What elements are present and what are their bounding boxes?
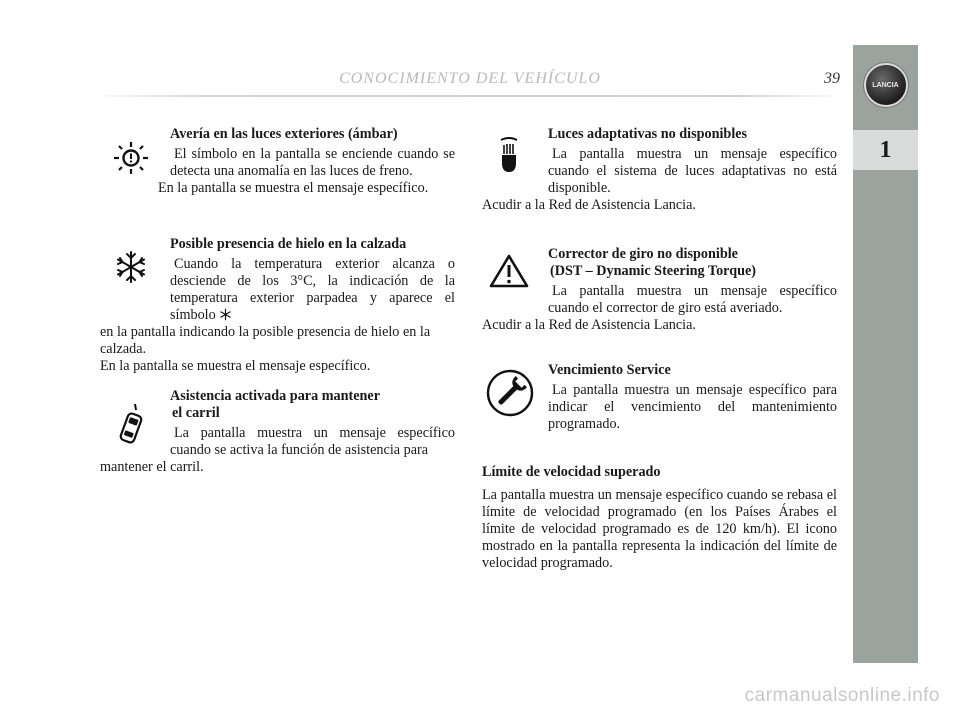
snowflake-icon: [100, 250, 162, 284]
entry-tail: en la pantalla indicando la posible presencia de hielo en la calzada.: [100, 324, 431, 357]
entry-body: [170, 236, 455, 324]
snowflake-inline-icon: [219, 308, 232, 321]
entry-title: Luces adaptativas no disponibles: [548, 126, 748, 142]
entry-title: Vencimiento Service: [548, 362, 671, 378]
entry-body: [548, 246, 837, 317]
entry-adaptive-lights: [482, 126, 837, 214]
entry-exterior-lights-fault: [100, 126, 455, 197]
logo-text: LANCIA: [872, 81, 899, 89]
chapter-tab[interactable]: [853, 130, 918, 170]
entry-service-due: [482, 362, 837, 433]
section-text: La pantalla muestra un mensaje específico cuando se rebasa el límite de velocidad programado (en los Países Árabes el límite de velocidad programado es de 120 km/h). El icono mostrado en la pantalla representa la indicación del límite de velocidad programado.: [482, 487, 837, 571]
entry-tail: mantener el carril.: [100, 459, 204, 475]
adaptive-headlight-icon: [482, 136, 536, 176]
entry-text-wrap: [170, 256, 455, 324]
lane-assist-icon: [100, 402, 162, 446]
entry-body: [170, 126, 455, 180]
exterior-light-fault-icon: [100, 140, 162, 176]
entry-text: La pantalla muestra un mensaje específico para indicar el vencimiento del mantenimiento programado.: [548, 382, 837, 432]
watermark: carmanualsonline.info: [744, 685, 940, 706]
entry-title-line-1: Asistencia activada para mantener: [170, 388, 381, 404]
entry-text: La pantalla muestra un mensaje específico cuando el corrector de giro está averiado.: [548, 283, 837, 316]
entry-title-line-1: Corrector de giro no disponible: [548, 246, 738, 262]
entry-text: La pantalla muestra un mensaje específico cuando se activa la función de asistencia para: [170, 425, 455, 458]
entry-text: El símbolo en la pantalla se enciende cuando se detecta una anomalía en las luces de freno.: [170, 146, 455, 179]
entry-title: [548, 246, 837, 280]
entry-title-line-2: el carril: [172, 405, 220, 421]
entry-tail: En la pantalla se muestra el mensaje específico.: [158, 180, 429, 196]
entry-ice-warning: [100, 236, 455, 375]
entry-body: [548, 362, 837, 433]
entry-lane-assist: [100, 388, 455, 476]
wrench-icon: [482, 368, 538, 418]
entry-body: [170, 388, 455, 459]
entry-title-line-2: (DST – Dynamic Steering Torque): [550, 263, 757, 279]
entry-dst: [482, 246, 837, 334]
header-rule: [90, 95, 845, 97]
entry-tail: Acudir a la Red de Asistencia Lancia.: [482, 317, 696, 333]
section-title: Límite de velocidad superado: [482, 464, 661, 480]
running-title: CONOCIMIENTO DEL VEHÍCULO: [339, 70, 601, 87]
entry-title: Posible presencia de hielo en la calzada: [170, 236, 407, 252]
entry-title: Avería en las luces exteriores (ámbar): [170, 126, 398, 142]
entry-text: La pantalla muestra un mensaje específico cuando el sistema de luces adaptativas no está disponible.: [548, 146, 837, 196]
chapter-number: 1: [879, 136, 892, 163]
entry-body: [548, 126, 837, 197]
entry-tail-2: En la pantalla se muestra el mensaje específico.: [100, 358, 371, 374]
entry-tail: Acudir a la Red de Asistencia Lancia.: [482, 197, 696, 213]
entry-text: Cuando la temperatura exterior alcanza o desciende de los 3°C, la indicación de la temperatura exterior parpadea y aparece el símbolo: [170, 256, 455, 323]
chapter-sidebar: [853, 45, 918, 663]
sidebar-logo-cell: [853, 45, 918, 125]
warning-triangle-icon: [482, 254, 536, 288]
entry-title: [170, 388, 455, 422]
section-speed-limit: [482, 464, 837, 572]
page-number: 39: [824, 70, 840, 87]
lancia-logo: [864, 63, 908, 107]
